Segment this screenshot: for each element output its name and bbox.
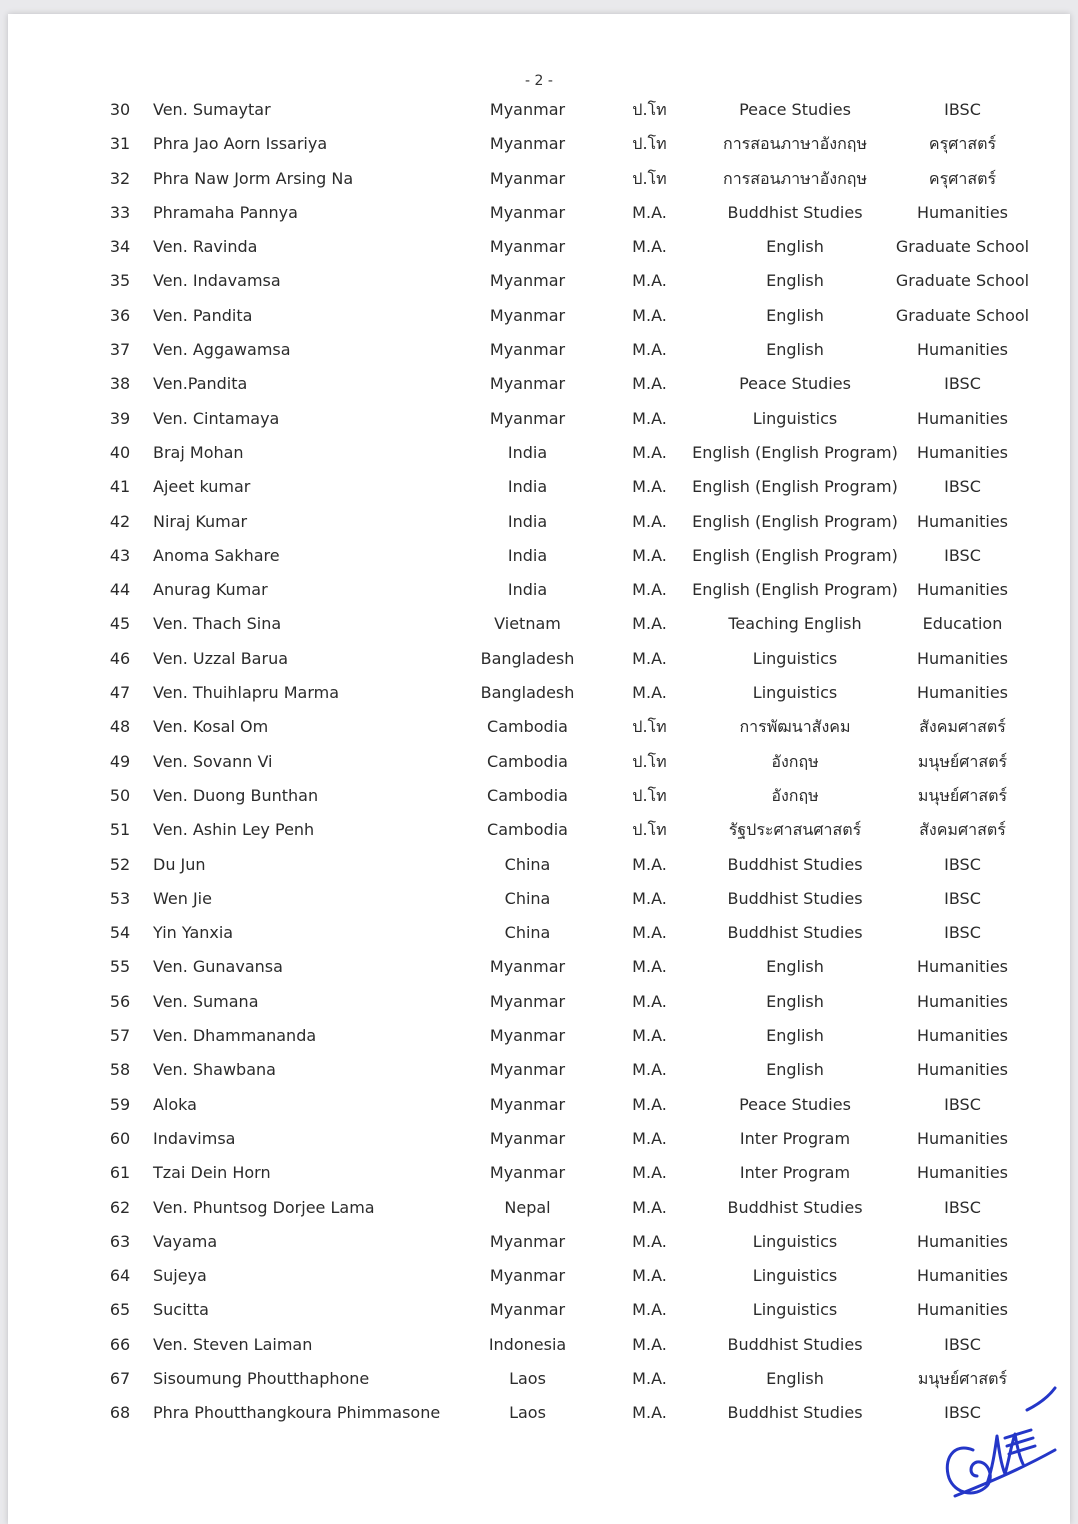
degree: M.A. bbox=[632, 923, 667, 943]
student-name: Ven. Steven Laiman bbox=[153, 1334, 313, 1354]
student-name: Braj Mohan bbox=[153, 442, 244, 462]
faculty: IBSC bbox=[944, 888, 981, 908]
student-name: Ven. Phuntsog Dorjee Lama bbox=[153, 1197, 375, 1217]
country: Cambodia bbox=[487, 751, 568, 771]
table-row bbox=[0, 1122, 1078, 1156]
degree: M.A. bbox=[632, 991, 667, 1011]
faculty: Humanities bbox=[916, 408, 1009, 428]
faculty: สังคมศาสตร์ bbox=[919, 820, 1006, 840]
table-row bbox=[0, 505, 1078, 539]
degree: M.A. bbox=[632, 1094, 667, 1114]
faculty: Humanities bbox=[916, 1231, 1009, 1251]
student-name: Ven. Duong Bunthan bbox=[153, 785, 319, 805]
faculty: Humanities bbox=[916, 991, 1009, 1011]
degree: M.A. bbox=[632, 545, 667, 565]
faculty: IBSC bbox=[944, 100, 981, 119]
degree: ป.โท bbox=[632, 820, 667, 840]
program: English (English Program) bbox=[692, 545, 898, 565]
table-row bbox=[0, 950, 1078, 984]
row-number: 65 bbox=[109, 1300, 131, 1320]
row-number: 43 bbox=[109, 545, 131, 565]
table-row bbox=[0, 813, 1078, 847]
faculty: ครุศาสตร์ bbox=[928, 134, 997, 154]
row-number: 52 bbox=[109, 854, 131, 874]
program: English bbox=[766, 305, 824, 325]
program: English bbox=[766, 237, 824, 257]
faculty: มนุษย์ศาสตร์ bbox=[917, 785, 1008, 805]
faculty: Graduate School bbox=[895, 305, 1030, 325]
degree: M.A. bbox=[632, 202, 667, 222]
student-name: Phramaha Pannya bbox=[153, 202, 298, 222]
student-name: Ven. Thuihlapru Marma bbox=[153, 683, 340, 703]
table-row bbox=[0, 607, 1078, 641]
country: China bbox=[504, 923, 551, 943]
student-table bbox=[0, 93, 1078, 1431]
country: Bangladesh bbox=[480, 648, 575, 668]
program: อังกฤษ bbox=[771, 785, 819, 805]
table-row bbox=[0, 230, 1078, 264]
country: Myanmar bbox=[489, 408, 566, 428]
country: India bbox=[507, 511, 548, 531]
degree: ป.โท bbox=[632, 168, 667, 188]
degree: M.A. bbox=[632, 1060, 667, 1080]
degree: M.A. bbox=[632, 1368, 667, 1388]
program: English bbox=[766, 1060, 824, 1080]
degree: M.A. bbox=[632, 1128, 667, 1148]
row-number: 31 bbox=[109, 134, 131, 154]
row-number: 61 bbox=[109, 1163, 131, 1183]
country: India bbox=[507, 580, 548, 600]
program: การสอนภาษาอังกฤษ bbox=[723, 168, 867, 188]
table-row bbox=[0, 333, 1078, 367]
country: Cambodia bbox=[487, 785, 568, 805]
degree: M.A. bbox=[632, 340, 667, 360]
row-number: 51 bbox=[109, 820, 131, 840]
faculty: IBSC bbox=[944, 854, 981, 874]
country: Bangladesh bbox=[480, 683, 575, 703]
program: Linguistics bbox=[752, 408, 838, 428]
table-row bbox=[0, 573, 1078, 607]
program: รัฐประศาสนศาสตร์ bbox=[728, 820, 862, 840]
row-number: 41 bbox=[109, 477, 131, 497]
faculty: Humanities bbox=[916, 1300, 1009, 1320]
degree: M.A. bbox=[632, 1231, 667, 1251]
row-number: 53 bbox=[109, 888, 131, 908]
student-name: Yin Yanxia bbox=[153, 923, 234, 943]
table-row bbox=[0, 162, 1078, 196]
country: Myanmar bbox=[489, 1300, 566, 1320]
student-name: Indavimsa bbox=[153, 1128, 236, 1148]
country: Myanmar bbox=[489, 271, 566, 291]
country: China bbox=[504, 888, 551, 908]
program: English bbox=[766, 340, 824, 360]
row-number: 42 bbox=[109, 511, 131, 531]
program: English bbox=[766, 1368, 824, 1388]
table-row bbox=[0, 470, 1078, 504]
table-row bbox=[0, 93, 1078, 127]
faculty: Humanities bbox=[916, 1163, 1009, 1183]
degree: M.A. bbox=[632, 1163, 667, 1183]
student-name: Sisoumung Phoutthaphone bbox=[153, 1368, 370, 1388]
degree: M.A. bbox=[632, 477, 667, 497]
row-number: 48 bbox=[109, 717, 131, 737]
country: Myanmar bbox=[489, 991, 566, 1011]
faculty: Humanities bbox=[916, 957, 1009, 977]
program: Buddhist Studies bbox=[727, 1197, 863, 1217]
degree: M.A. bbox=[632, 1300, 667, 1320]
country: Myanmar bbox=[489, 1094, 566, 1114]
program: Buddhist Studies bbox=[727, 923, 863, 943]
degree: M.A. bbox=[632, 1334, 667, 1354]
student-name: Anoma Sakhare bbox=[153, 545, 280, 565]
faculty: IBSC bbox=[944, 477, 981, 497]
row-number: 33 bbox=[109, 202, 131, 222]
faculty: Humanities bbox=[916, 1026, 1009, 1046]
faculty: Humanities bbox=[916, 1060, 1009, 1080]
table-row bbox=[0, 642, 1078, 676]
program: Buddhist Studies bbox=[727, 202, 863, 222]
program: Linguistics bbox=[752, 1231, 838, 1251]
faculty: IBSC bbox=[944, 1197, 981, 1217]
country: Myanmar bbox=[489, 134, 566, 154]
faculty: Humanities bbox=[916, 511, 1009, 531]
country: Myanmar bbox=[489, 1266, 566, 1286]
student-name: Ven. Sovann Vi bbox=[153, 751, 273, 771]
table-row bbox=[0, 127, 1078, 161]
country: India bbox=[507, 545, 548, 565]
degree: M.A. bbox=[632, 1026, 667, 1046]
country: Myanmar bbox=[489, 374, 566, 394]
faculty: IBSC bbox=[944, 545, 981, 565]
faculty: IBSC bbox=[944, 1334, 981, 1354]
degree: M.A. bbox=[632, 957, 667, 977]
faculty: สังคมศาสตร์ bbox=[919, 717, 1006, 737]
program: อังกฤษ bbox=[771, 751, 819, 771]
row-number: 66 bbox=[109, 1334, 131, 1354]
faculty: Humanities bbox=[916, 1266, 1009, 1286]
country: India bbox=[507, 442, 548, 462]
row-number: 45 bbox=[109, 614, 131, 634]
table-row bbox=[0, 1053, 1078, 1087]
degree: M.A. bbox=[632, 511, 667, 531]
faculty: IBSC bbox=[944, 1094, 981, 1114]
program: Peace Studies bbox=[739, 1094, 851, 1114]
program: Buddhist Studies bbox=[727, 1334, 863, 1354]
program: English bbox=[766, 991, 824, 1011]
row-number: 54 bbox=[109, 923, 131, 943]
table-row bbox=[0, 196, 1078, 230]
degree: M.A. bbox=[632, 888, 667, 908]
row-number: 58 bbox=[109, 1060, 131, 1080]
row-number: 60 bbox=[109, 1128, 131, 1148]
table-row bbox=[0, 1156, 1078, 1190]
program: Peace Studies bbox=[739, 100, 851, 119]
degree: M.A. bbox=[632, 854, 667, 874]
program: English (English Program) bbox=[692, 580, 898, 600]
country: Laos bbox=[509, 1368, 546, 1388]
degree: ป.โท bbox=[632, 751, 667, 771]
row-number: 49 bbox=[109, 751, 131, 771]
table-row bbox=[0, 299, 1078, 333]
country: Cambodia bbox=[487, 820, 568, 840]
program: English bbox=[766, 1026, 824, 1046]
degree: M.A. bbox=[632, 442, 667, 462]
country: Myanmar bbox=[489, 305, 566, 325]
country: Myanmar bbox=[489, 100, 566, 119]
degree: ป.โท bbox=[632, 785, 667, 805]
country: Myanmar bbox=[489, 957, 566, 977]
student-name: Sucitta bbox=[153, 1300, 209, 1320]
table-row bbox=[0, 1362, 1078, 1396]
program: Linguistics bbox=[752, 1300, 838, 1320]
program: Buddhist Studies bbox=[727, 888, 863, 908]
faculty: Humanities bbox=[916, 442, 1009, 462]
degree: M.A. bbox=[632, 648, 667, 668]
program: Buddhist Studies bbox=[727, 854, 863, 874]
table-row bbox=[0, 1396, 1078, 1430]
student-name: Ven. Indavamsa bbox=[153, 271, 281, 291]
student-name: Ajeet kumar bbox=[153, 477, 251, 497]
degree: ป.โท bbox=[632, 134, 667, 154]
row-number: 39 bbox=[109, 408, 131, 428]
row-number: 55 bbox=[109, 957, 131, 977]
country: Nepal bbox=[504, 1197, 551, 1217]
row-number: 37 bbox=[109, 340, 131, 360]
degree: M.A. bbox=[632, 1197, 667, 1217]
program: Buddhist Studies bbox=[727, 1403, 863, 1423]
page-number: - 2 - bbox=[525, 73, 553, 89]
row-number: 59 bbox=[109, 1094, 131, 1114]
country: Myanmar bbox=[489, 1128, 566, 1148]
faculty: Humanities bbox=[916, 202, 1009, 222]
table-row bbox=[0, 1328, 1078, 1362]
degree: M.A. bbox=[632, 580, 667, 600]
student-name: Ven. Sumana bbox=[153, 991, 259, 1011]
degree: ป.โท bbox=[632, 100, 667, 119]
degree: M.A. bbox=[632, 683, 667, 703]
table-row bbox=[0, 436, 1078, 470]
table-row bbox=[0, 1191, 1078, 1225]
faculty: IBSC bbox=[944, 923, 981, 943]
program: Inter Program bbox=[739, 1163, 851, 1183]
program: Peace Studies bbox=[739, 374, 851, 394]
student-name: Phra Phoutthangkoura Phimmasone bbox=[153, 1403, 441, 1423]
country: Cambodia bbox=[487, 717, 568, 737]
faculty: Graduate School bbox=[895, 271, 1030, 291]
table-row bbox=[0, 1259, 1078, 1293]
faculty: Graduate School bbox=[895, 237, 1030, 257]
faculty: Humanities bbox=[916, 580, 1009, 600]
degree: M.A. bbox=[632, 271, 667, 291]
table-row bbox=[0, 1225, 1078, 1259]
degree: M.A. bbox=[632, 305, 667, 325]
row-number: 62 bbox=[109, 1197, 131, 1217]
program: Linguistics bbox=[752, 648, 838, 668]
student-name: Ven. Sumaytar bbox=[153, 100, 271, 119]
degree: M.A. bbox=[632, 1403, 667, 1423]
row-number: 38 bbox=[109, 374, 131, 394]
program: Inter Program bbox=[739, 1128, 851, 1148]
table-row bbox=[0, 745, 1078, 779]
student-name: Ven. Pandita bbox=[153, 305, 253, 325]
faculty: ครุศาสตร์ bbox=[928, 168, 997, 188]
faculty: IBSC bbox=[944, 374, 981, 394]
table-row bbox=[0, 367, 1078, 401]
degree: M.A. bbox=[632, 408, 667, 428]
student-name: Anurag Kumar bbox=[153, 580, 268, 600]
faculty: มนุษย์ศาสตร์ bbox=[917, 1368, 1008, 1388]
country: Myanmar bbox=[489, 1060, 566, 1080]
table-row bbox=[0, 676, 1078, 710]
row-number: 40 bbox=[109, 442, 131, 462]
student-name: Ven. Ashin Ley Penh bbox=[153, 820, 315, 840]
student-name: Vayama bbox=[153, 1231, 218, 1251]
table-row bbox=[0, 402, 1078, 436]
student-name: Ven. Cintamaya bbox=[153, 408, 280, 428]
row-number: 63 bbox=[109, 1231, 131, 1251]
country: India bbox=[507, 477, 548, 497]
row-number: 50 bbox=[109, 785, 131, 805]
signature-icon bbox=[935, 1380, 1065, 1510]
student-name: Sujeya bbox=[153, 1266, 207, 1286]
student-name: Tzai Dein Horn bbox=[153, 1163, 271, 1183]
student-name: Ven. Gunavansa bbox=[153, 957, 283, 977]
student-name: Ven. Kosal Om bbox=[153, 717, 269, 737]
student-name: Aloka bbox=[153, 1094, 197, 1114]
program: English bbox=[766, 957, 824, 977]
student-name: Ven. Dhammananda bbox=[153, 1026, 317, 1046]
program: Linguistics bbox=[752, 1266, 838, 1286]
country: Myanmar bbox=[489, 340, 566, 360]
program: English (English Program) bbox=[692, 511, 898, 531]
country: Myanmar bbox=[489, 1026, 566, 1046]
row-number: 56 bbox=[109, 991, 131, 1011]
table-row bbox=[0, 848, 1078, 882]
program: English bbox=[766, 271, 824, 291]
faculty: Humanities bbox=[916, 1128, 1009, 1148]
program: การสอนภาษาอังกฤษ bbox=[723, 134, 867, 154]
student-name: Niraj Kumar bbox=[153, 511, 248, 531]
degree: M.A. bbox=[632, 374, 667, 394]
row-number: 67 bbox=[109, 1368, 131, 1388]
country: Myanmar bbox=[489, 237, 566, 257]
row-number: 68 bbox=[109, 1403, 131, 1423]
student-name: Ven. Aggawamsa bbox=[153, 340, 291, 360]
degree: M.A. bbox=[632, 614, 667, 634]
student-name: Phra Naw Jorm Arsing Na bbox=[153, 168, 354, 188]
row-number: 64 bbox=[109, 1266, 131, 1286]
faculty: Humanities bbox=[916, 648, 1009, 668]
row-number: 46 bbox=[109, 648, 131, 668]
student-name: Ven. Uzzal Barua bbox=[153, 648, 289, 668]
row-number: 35 bbox=[109, 271, 131, 291]
country: Indonesia bbox=[488, 1334, 567, 1354]
faculty: มนุษย์ศาสตร์ bbox=[917, 751, 1008, 771]
student-name: Ven. Ravinda bbox=[153, 237, 258, 257]
degree: M.A. bbox=[632, 1266, 667, 1286]
program: English (English Program) bbox=[692, 477, 898, 497]
country: Myanmar bbox=[489, 202, 566, 222]
table-row bbox=[0, 539, 1078, 573]
degree: M.A. bbox=[632, 237, 667, 257]
student-name: Ven. Thach Sina bbox=[153, 614, 282, 634]
program: การพัฒนาสังคม bbox=[739, 717, 851, 737]
program: Teaching English bbox=[728, 614, 862, 634]
table-row bbox=[0, 1293, 1078, 1327]
row-number: 47 bbox=[109, 683, 131, 703]
faculty: Education bbox=[922, 614, 1003, 634]
country: Myanmar bbox=[489, 168, 566, 188]
country: China bbox=[504, 854, 551, 874]
row-number: 57 bbox=[109, 1026, 131, 1046]
program: English (English Program) bbox=[692, 442, 898, 462]
country: Myanmar bbox=[489, 1163, 566, 1183]
row-number: 36 bbox=[109, 305, 131, 325]
faculty: IBSC bbox=[944, 1403, 981, 1423]
student-name: Phra Jao Aorn Issariya bbox=[153, 134, 328, 154]
country: Vietnam bbox=[494, 614, 561, 634]
student-name: Ven.Pandita bbox=[153, 374, 248, 394]
degree: ป.โท bbox=[632, 717, 667, 737]
table-row bbox=[0, 1088, 1078, 1122]
row-number: 32 bbox=[109, 168, 131, 188]
faculty: Humanities bbox=[916, 683, 1009, 703]
student-name: Ven. Shawbana bbox=[153, 1060, 276, 1080]
table-row bbox=[0, 779, 1078, 813]
table-row bbox=[0, 264, 1078, 298]
table-row bbox=[0, 916, 1078, 950]
program: Linguistics bbox=[752, 683, 838, 703]
student-name: Wen Jie bbox=[153, 888, 212, 908]
row-number: 34 bbox=[109, 237, 131, 257]
table-row bbox=[0, 1019, 1078, 1053]
table-row bbox=[0, 882, 1078, 916]
country: Laos bbox=[509, 1403, 546, 1423]
row-number: 44 bbox=[109, 580, 131, 600]
row-number: 30 bbox=[109, 100, 131, 119]
faculty: Humanities bbox=[916, 340, 1009, 360]
table-row bbox=[0, 710, 1078, 744]
table-row bbox=[0, 985, 1078, 1019]
country: Myanmar bbox=[489, 1231, 566, 1251]
student-name: Du Jun bbox=[153, 854, 206, 874]
